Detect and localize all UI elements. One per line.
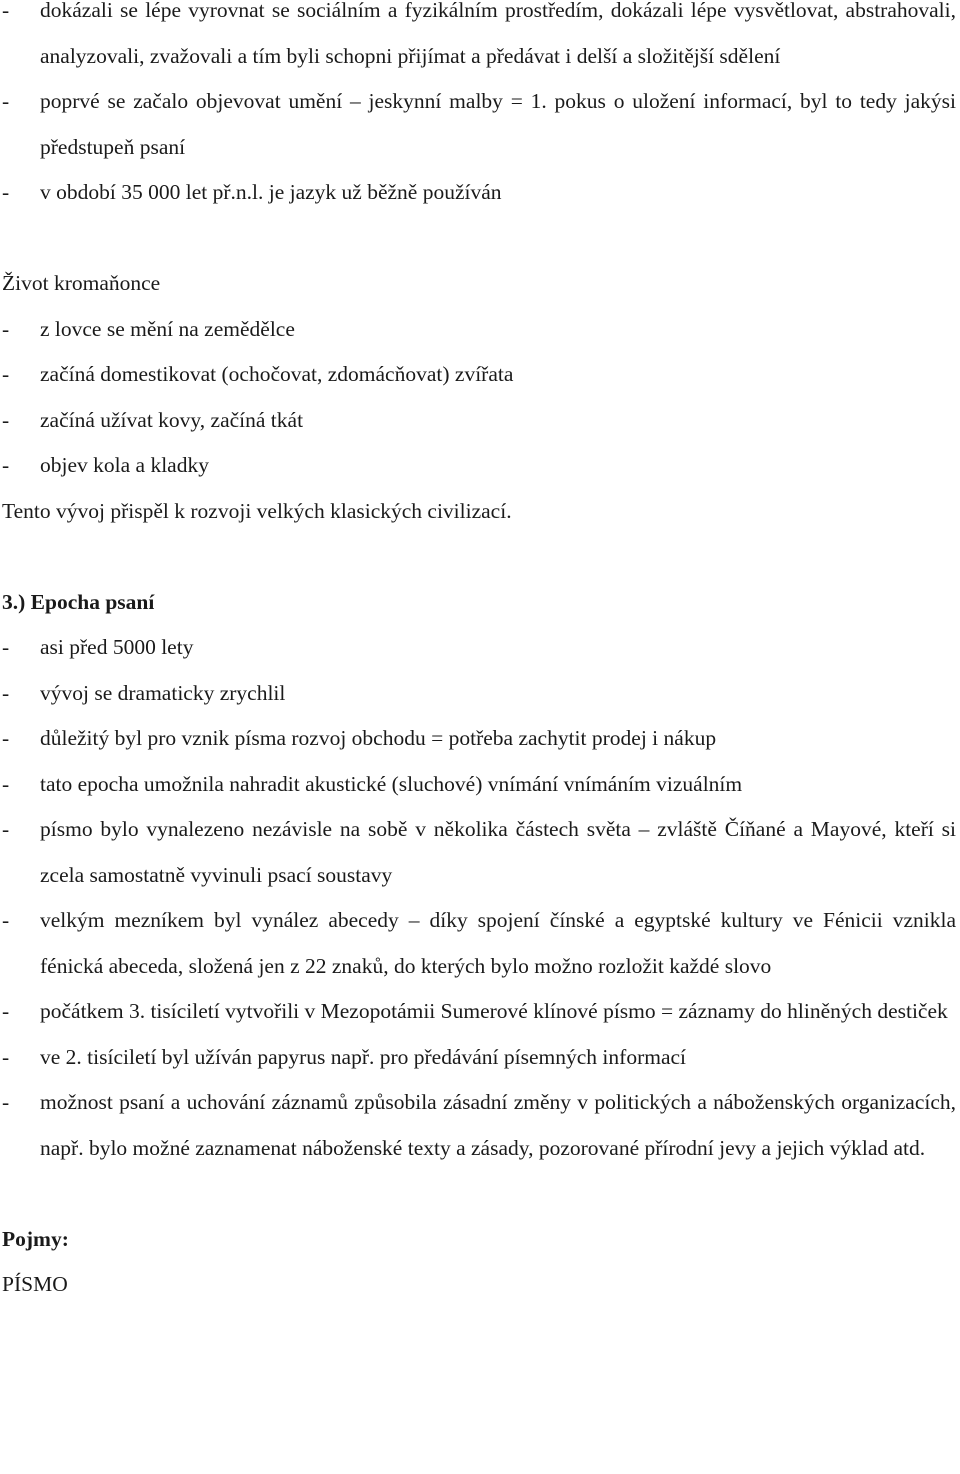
bullet-list-intro	[0, 0, 960, 216]
list-item	[0, 989, 960, 1035]
closing-sentence: Tento vývoj přispěl k rozvoji velkých klasických civilizací.	[2, 498, 512, 523]
list-item-text: začíná domestikovat (ochočovat, zdomácňovat) zvířata	[40, 362, 514, 386]
blank-line	[0, 534, 960, 580]
list-item-text: důležitý byl pro vznik písma rozvoj obchodu = potřeba zachytit prodej i nákup	[40, 726, 717, 750]
list-item-text: poprvé se začalo objevovat umění – jeskynní malby = 1. pokus o uložení informací, byl to tedy jakýsi předstupeň psaní	[40, 89, 956, 159]
list-item	[0, 352, 960, 398]
list-dash: -	[2, 771, 10, 796]
list-dash: -	[2, 635, 10, 659]
list-item	[0, 170, 960, 216]
terms-heading: Pojmy:	[2, 1226, 69, 1251]
list-item-text: objev kola a kladky	[40, 453, 209, 477]
list-dash: -	[2, 999, 10, 1023]
list-item-text: začíná užívat kovy, začíná tkát	[40, 407, 304, 432]
list-item	[0, 0, 960, 79]
list-dash: -	[2, 453, 10, 477]
list-dash: -	[2, 1044, 10, 1069]
list-item-text: možnost psaní a uchování záznamů způsobila zásadní změny v politických a náboženských organizacích, např. bylo možné zaznamenat náboženské texty a zásady, pozorované přírodní jevy a jejich výklad atd.	[40, 1090, 956, 1160]
list-item-text: z lovce se mění na zemědělce	[40, 316, 295, 341]
list-item	[0, 898, 960, 989]
list-item	[0, 807, 960, 898]
list-dash: -	[2, 817, 10, 841]
list-item-text: vývoj se dramaticky zrychlil	[40, 680, 286, 705]
list-dash: -	[2, 180, 10, 204]
list-item	[0, 79, 960, 170]
list-item-text: dokázali se lépe vyrovnat se sociálním a fyzikálním prostředím, dokázali lépe vysvětlovat, abstrahovali, analyzovali, zvažovali a tím byli schopni přijímat a předávat i delší a složitější sdělení	[40, 0, 956, 68]
list-item-text: počátkem 3. tisíciletí vytvořili v Mezopotámii Sumerové klínové písmo = záznamy do hliněných destiček	[40, 999, 948, 1023]
list-item-text: písmo bylo vynalezeno nezávisle na sobě v několika částech světa – zvláště Číňané a Mayové, kteří si zcela samostatně vyvinuli psací soustavy	[40, 817, 956, 887]
list-item-text: asi před 5000 lety	[40, 635, 194, 659]
list-dash: -	[2, 362, 10, 386]
list-dash: -	[2, 0, 10, 22]
list-dash: -	[2, 316, 10, 341]
list-item-text: tato epocha umožnila nahradit akustické (sluchové) vnímání vnímáním vizuálním	[40, 771, 743, 796]
list-dash: -	[2, 1090, 10, 1114]
list-item	[0, 1080, 960, 1171]
list-item	[0, 762, 960, 808]
list-dash: -	[2, 680, 10, 705]
blank-line	[0, 216, 960, 262]
list-dash: -	[2, 726, 10, 750]
list-item	[0, 443, 960, 489]
list-item	[0, 716, 960, 762]
list-dash: -	[2, 407, 10, 432]
list-item	[0, 1035, 960, 1081]
list-item	[0, 398, 960, 444]
list-item-text: velkým mezníkem byl vynález abecedy – díky spojení čínské a egyptské kultury ve Fénicii vznikla fénická abeceda, složená jen z 22 znaků, do kterých bylo možno rozložit každé slovo	[40, 908, 956, 978]
list-item	[0, 307, 960, 353]
bullet-list-writing-epoch	[0, 625, 960, 1171]
list-item-text: v období 35 000 let př.n.l. je jazyk už běžně používán	[40, 180, 502, 204]
blank-line	[0, 1171, 960, 1217]
list-dash: -	[2, 908, 10, 932]
list-item	[0, 671, 960, 717]
section-heading-writing-epoch: 3.) Epocha psaní	[2, 589, 155, 614]
bullet-list-cro-magnon	[0, 307, 960, 489]
term-entry: PÍSMO	[2, 1272, 68, 1296]
list-dash: -	[2, 89, 10, 113]
list-item-text: ve 2. tisíciletí byl užíván papyrus např. pro předávání písemných informací	[40, 1044, 687, 1069]
section-heading-cro-magnon: Život kromaňonce	[2, 271, 161, 295]
list-item	[0, 625, 960, 671]
